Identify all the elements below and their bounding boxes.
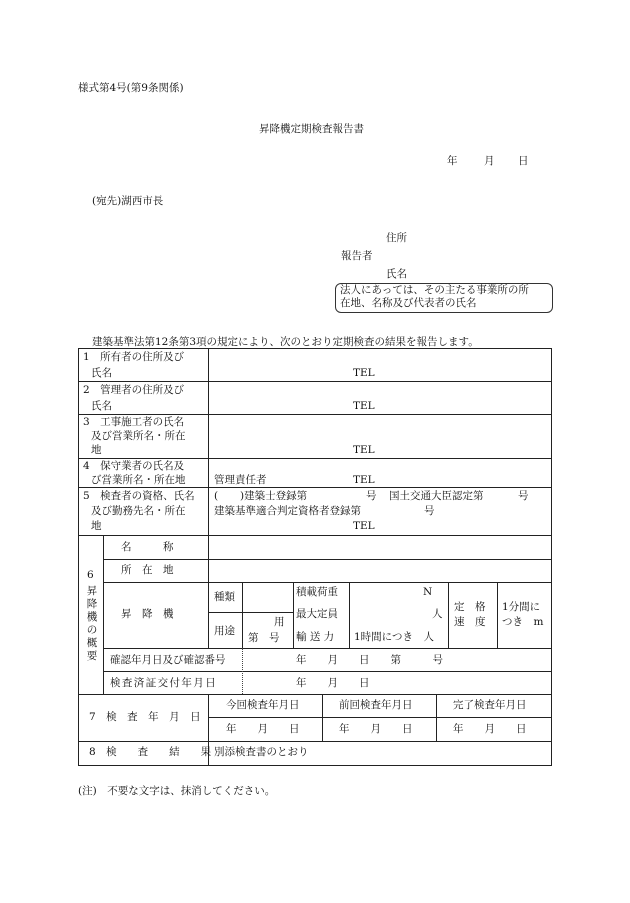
rated-speed-label-1: 定 格: [454, 601, 486, 613]
contractor-tel: TEL: [353, 444, 375, 456]
confirmation-value: 年 月 日 第 号: [296, 654, 443, 666]
intro-text: 建築基準法第12条第3項の規定により、次のとおり定期検査の結果を報告します。: [92, 336, 479, 348]
type-label: 種類: [214, 591, 235, 603]
manager-tel: TEL: [353, 400, 375, 412]
certificate-value: 年 月 日: [296, 677, 370, 689]
date-year: 年: [447, 155, 458, 167]
conformity-go: 号: [424, 505, 435, 517]
overview-vertical-label: 昇 降 機 の 概 要: [86, 585, 98, 662]
confirmation-label: 確認年月日及び確認番号: [110, 654, 226, 666]
location-label: 所 在 地: [121, 564, 174, 576]
floors-label: 第 号: [248, 632, 280, 644]
owner-tel: TEL: [353, 367, 375, 379]
overview-number: 6: [87, 569, 94, 581]
result-label: 8 検 査 結 果: [89, 746, 212, 758]
date-day: 日: [518, 155, 529, 167]
inspector-label-2: 及び勤務先名・所在: [91, 505, 186, 517]
maintenance-label-1: 4 保守業者の氏名及: [83, 460, 185, 472]
previous-inspection-label: 前回検査年月日: [339, 699, 413, 711]
minister-go: 号: [518, 490, 529, 502]
per-minute-label-2: つき m: [502, 616, 544, 628]
contractor-label-1: 3 工事施工者の氏名: [83, 416, 185, 428]
owner-label-2: 氏名: [91, 367, 112, 379]
use-small-label: 用: [274, 616, 285, 628]
capacity-label: 最大定員: [296, 608, 338, 620]
load-label: 積載荷重: [296, 586, 338, 598]
form-number: 様式第4号(第9条関係): [78, 82, 184, 94]
manager-label-2: 氏名: [91, 400, 112, 412]
corp-note-line2: 在地、名称及び代表者の氏名: [340, 297, 477, 309]
date-month: 月: [484, 155, 495, 167]
inspection-date-label: 7 検 査 年 月 日: [89, 711, 201, 723]
previous-inspection-date: 年 月 日: [339, 723, 413, 735]
footnote: (注) 不要な文字は、抹消してください。: [78, 785, 276, 797]
use-label: 用途: [214, 625, 235, 637]
this-inspection-date: 年 月 日: [226, 723, 300, 735]
reporter-address-label: 住所: [386, 232, 407, 244]
load-unit: N: [423, 586, 433, 598]
page-title: 昇降機定期検査報告書: [259, 123, 364, 135]
rated-speed-label-2: 速 度: [454, 616, 486, 628]
contractor-label-2: 及び営業所名・所在: [91, 430, 186, 442]
owner-label-1: 1 所有者の住所及び: [83, 351, 185, 363]
this-inspection-label: 今回検査年月日: [226, 699, 300, 711]
completion-inspection-label: 完了検査年月日: [453, 699, 527, 711]
inspector-label-3: 地: [91, 520, 102, 532]
inspector-tel: TEL: [353, 520, 375, 532]
qualification-paren: (: [214, 490, 219, 502]
maintenance-tel: TEL: [353, 474, 375, 486]
minister-certification: 国土交通大臣認定第: [389, 490, 484, 502]
certificate-label: 検査済証交付年月日: [110, 677, 218, 689]
contractor-label-3: 地: [91, 444, 102, 456]
maintenance-label-2: び営業所名・所在地: [91, 474, 186, 486]
transport-value: 1時間につき 人: [354, 631, 434, 643]
per-minute-label-1: 1分間に: [502, 601, 541, 613]
reporter-label: 報告者: [341, 250, 373, 262]
manager-label-1: 2 管理者の住所及び: [83, 384, 185, 396]
elevator-name-label: 名 称: [121, 541, 174, 553]
addressee: (宛先)湖西市長: [92, 195, 164, 207]
corp-note-line1: 法人にあっては、その主たる事業所の所: [340, 284, 529, 296]
architect-go: 号: [366, 490, 377, 502]
conformity-registration: 建築基準適合判定資格者登録第: [214, 505, 361, 517]
result-value: 別添検査書のとおり: [214, 746, 309, 758]
elevator-label: 昇 降 機: [121, 608, 174, 620]
capacity-unit: 人: [432, 608, 443, 620]
architect-registration: )建築士登録第: [240, 490, 308, 502]
completion-inspection-date: 年 月 日: [453, 723, 527, 735]
inspector-label-1: 5 検査者の資格、氏名: [83, 490, 195, 502]
transport-label: 輸 送 力: [296, 631, 335, 643]
reporter-name-label: 氏名: [386, 268, 407, 280]
maintenance-responsible: 管理責任者: [214, 474, 267, 486]
